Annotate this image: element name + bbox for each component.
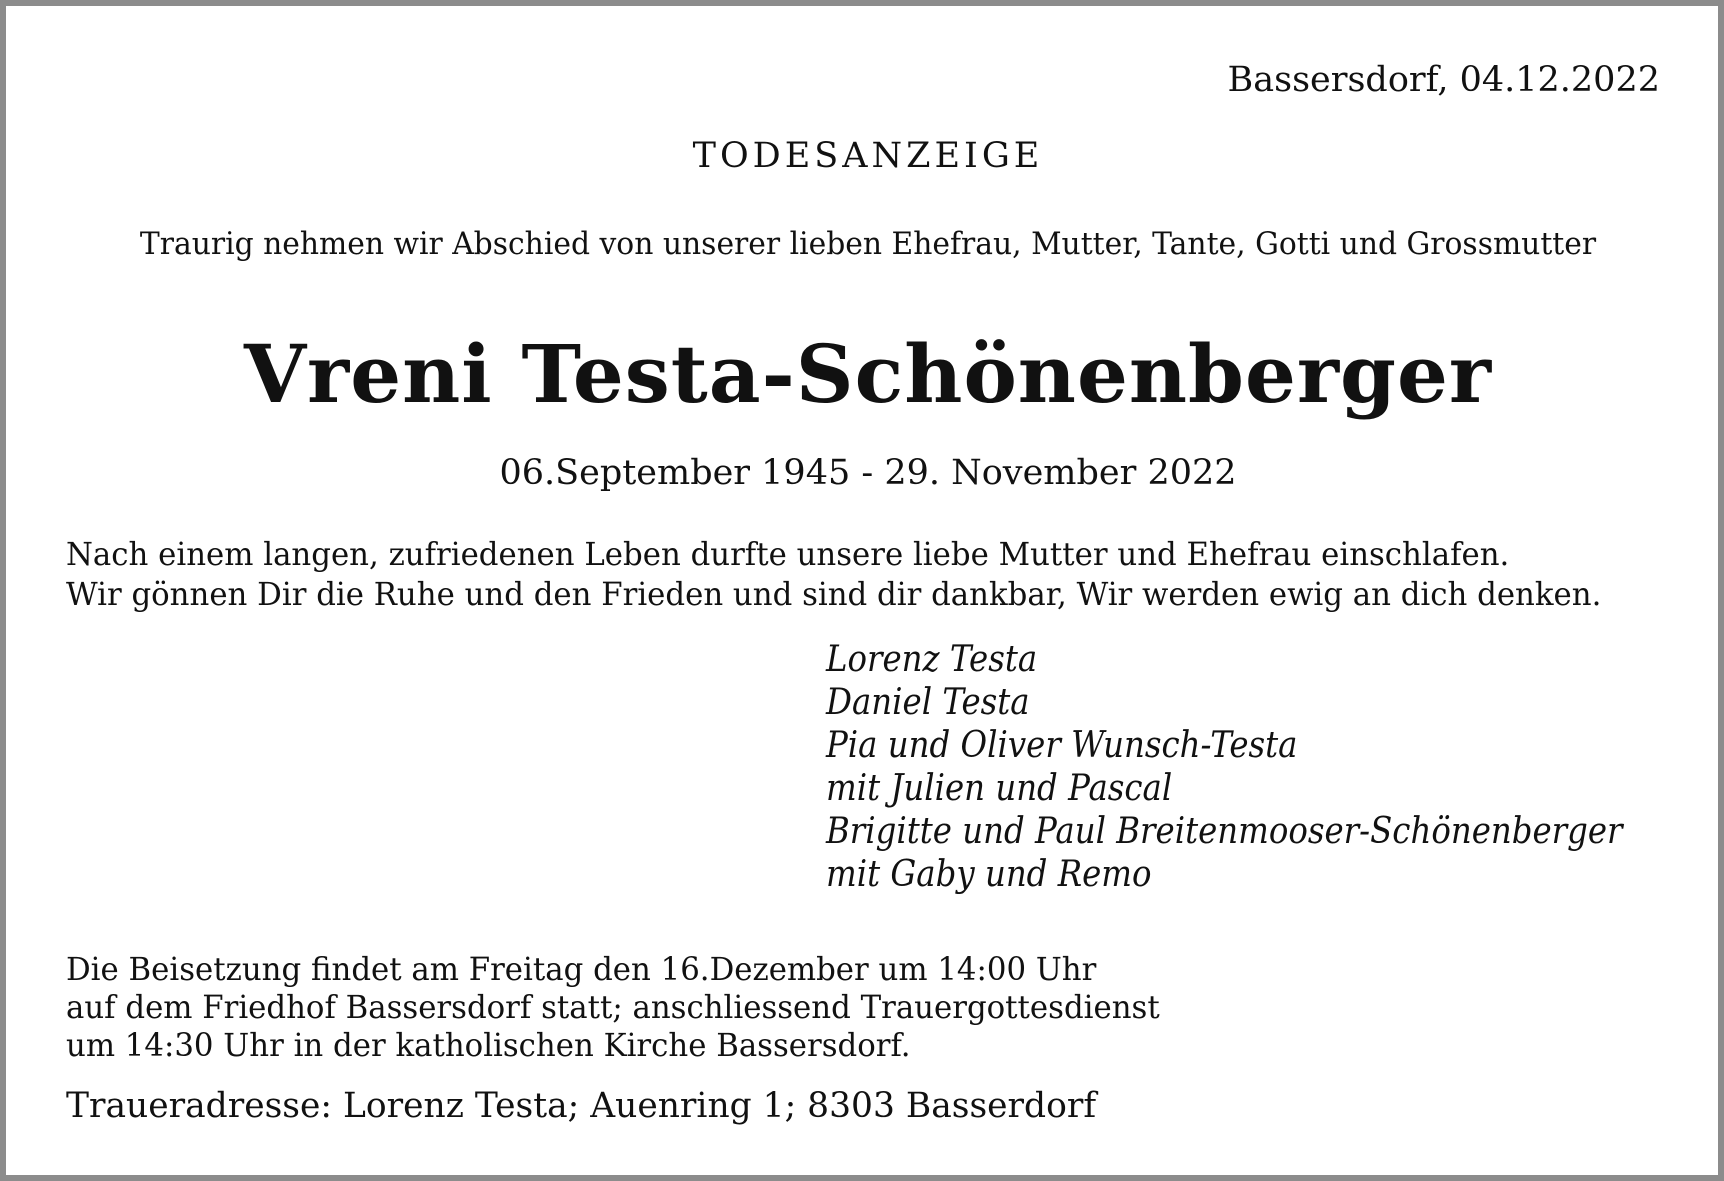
mourner-line: mit Julien und Pascal	[826, 768, 1173, 809]
tribute-line: Wir gönnen Dir die Ruhe und den Frieden und sind dir dankbar, Wir werden ewig an dich denken.	[66, 575, 1602, 613]
mourner-line: Lorenz Testa	[826, 639, 1038, 680]
life-dates: 06.September 1945 - 29. November 2022	[499, 453, 1237, 493]
ceremony-line: Die Beisetzung findet am Freitag den 16.Dezember um 14:00 Uhr	[66, 950, 1097, 988]
mourners-list	[826, 638, 1623, 896]
ceremony-info	[66, 950, 1160, 1064]
mourner-line: Daniel Testa	[826, 682, 1030, 723]
ceremony-line: auf dem Friedhof Bassersdorf statt; anschliessend Trauergottesdienst	[66, 988, 1160, 1026]
tribute-text	[66, 534, 1601, 614]
ceremony-line: um 14:30 Uhr in der katholischen Kirche Bassersdorf.	[66, 1026, 911, 1064]
tribute-line: Nach einem langen, zufriedenen Leben durfte unsere liebe Mutter und Ehefrau einschlafen.	[66, 535, 1510, 573]
notice-title: TODESANZEIGE	[692, 136, 1044, 176]
mourner-line: mit Gaby und Remo	[826, 854, 1152, 895]
place-date: Bassersdorf, 04.12.2022	[1227, 60, 1660, 100]
mourner-line: Brigitte und Paul Breitenmooser-Schönenberger	[826, 811, 1623, 852]
intro-text: Traurig nehmen wir Abschied von unserer lieben Ehefrau, Mutter, Tante, Gotti und Grossmutter	[139, 226, 1597, 262]
mourner-line: Pia und Oliver Wunsch-Testa	[826, 725, 1298, 766]
mourning-address: Traueradresse: Lorenz Testa; Auenring 1; 8303 Basserdorf	[66, 1086, 1097, 1126]
deceased-name: Vreni Testa-Schönenberger	[243, 327, 1492, 421]
